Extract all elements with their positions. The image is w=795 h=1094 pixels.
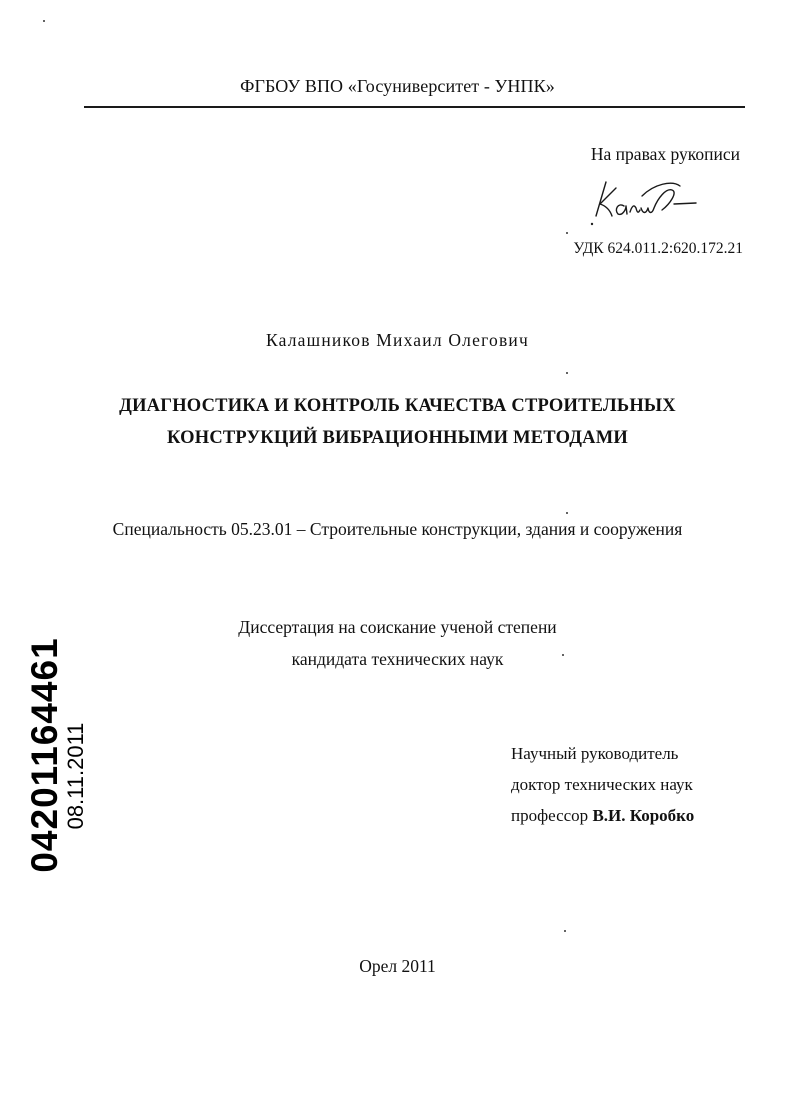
scan-speck <box>566 512 568 514</box>
scan-speck <box>43 20 45 22</box>
handwritten-signature <box>588 176 718 226</box>
specialty-line: Специальность 05.23.01 – Строительные конструкции, здания и сооружения <box>112 519 683 539</box>
supervisor-title-prefix: профессор <box>511 806 589 825</box>
degree-line-2: кандидата технических наук <box>291 649 504 669</box>
degree-line-1: Диссертация на соискание ученой степени <box>238 617 557 637</box>
library-stamp-number: 04201164461 <box>24 637 65 873</box>
author-name: Калашников Михаил Олегович <box>265 330 529 350</box>
title-line-1: ДИАГНОСТИКА И КОНТРОЛЬ КАЧЕСТВА СТРОИТЕЛЬНЫХ <box>119 396 676 416</box>
header-divider <box>84 106 745 108</box>
dissertation-title <box>0 390 795 454</box>
scan-speck <box>566 372 568 374</box>
city-year: Орел 2011 <box>359 956 436 976</box>
organization-header: ФГБОУ ВПО «Госуниверситет - УНПК» <box>240 76 555 96</box>
scan-speck <box>562 654 564 656</box>
degree-statement <box>0 611 795 675</box>
udk-code: УДК 624.011.2:620.172.21 <box>573 240 743 257</box>
scan-speck <box>564 930 566 932</box>
scan-speck <box>566 232 568 234</box>
manuscript-rights-note: На правах рукописи <box>590 144 740 164</box>
supervisor-block <box>511 738 694 831</box>
supervisor-title-line <box>511 800 694 831</box>
library-stamp-date: 08.11.2011 <box>63 722 88 830</box>
supervisor-name: В.И. Коробко <box>592 806 695 825</box>
supervisor-role: Научный руководитель <box>511 744 679 763</box>
title-line-2: КОНСТРУКЦИЙ ВИБРАЦИОННЫМИ МЕТОДАМИ <box>166 428 628 448</box>
supervisor-degree: доктор технических наук <box>511 775 693 794</box>
